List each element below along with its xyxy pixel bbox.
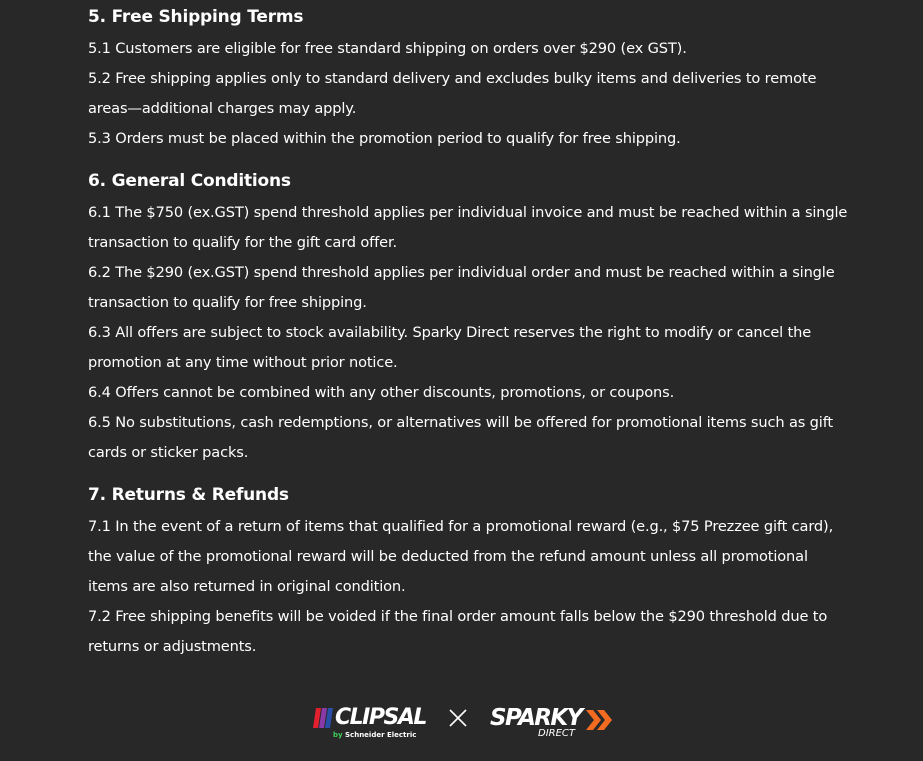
- clipsal-schneider: Schneider Electric: [345, 731, 417, 739]
- clause-6-3: 6.3 All offers are subject to stock availability. Sparky Direct reserves the right to modify or cancel the promotion at any time without prior notice.: [88, 324, 812, 371]
- clause-6-4: 6.4 Offers cannot be combined with any other discounts, promotions, or coupons.: [88, 384, 675, 401]
- clause-7-1: 7.1 In the event of a return of items that qualified for a promotional reward (e.g., $75 Prezzee gift card), the value of the promotional reward will be deducted from the refund amount unless all promotional items are also returned in original condition.: [88, 518, 834, 595]
- section-free-shipping: [88, 0, 848, 154]
- chevron-right-icon: [586, 710, 614, 730]
- section-heading: 7. Returns & Refunds: [88, 485, 289, 505]
- section-heading: 5. Free Shipping Terms: [88, 7, 304, 27]
- clause-6-5: 6.5 No substitutions, cash redemptions, or alternatives will be offered for promotional items such as gift cards or sticker packs.: [88, 414, 834, 461]
- section-general-conditions: [88, 164, 848, 468]
- clipsal-bars-icon: [313, 708, 335, 728]
- partner-logos: [0, 700, 923, 742]
- clause-6-1: 6.1 The $750 (ex.GST) spend threshold applies per individual invoice and must be reached within a single transaction to qualify for the gift card offer.: [88, 204, 848, 251]
- clause-6-2: 6.2 The $290 (ex.GST) spend threshold applies per individual order and must be reached within a single transaction to qualify for free shipping.: [88, 264, 835, 311]
- times-icon: [448, 708, 468, 728]
- clause-5-3: 5.3 Orders must be placed within the promotion period to qualify for free shipping.: [88, 130, 681, 147]
- sparky-direct-logo: [490, 704, 620, 742]
- clipsal-by: by: [333, 731, 343, 739]
- section-heading: 6. General Conditions: [88, 171, 291, 191]
- clause-5-2: 5.2 Free shipping applies only to standard delivery and excludes bulky items and deliveries to remote areas—additional charges may apply.: [88, 70, 817, 117]
- sparky-subline: DIRECT: [538, 728, 576, 739]
- clause-7-2: 7.2 Free shipping benefits will be voided if the final order amount falls below the $290 threshold due to returns or adjustments.: [88, 608, 828, 655]
- clipsal-subline: [333, 731, 416, 740]
- section-returns-refunds: [88, 478, 848, 662]
- clause-5-1: 5.1 Customers are eligible for free standard shipping on orders over $290 (ex GST).: [88, 40, 687, 57]
- sparky-wordmark: SPARKY: [490, 705, 582, 731]
- clipsal-wordmark: CLIPSAL: [335, 705, 426, 730]
- clipsal-logo: [313, 704, 425, 740]
